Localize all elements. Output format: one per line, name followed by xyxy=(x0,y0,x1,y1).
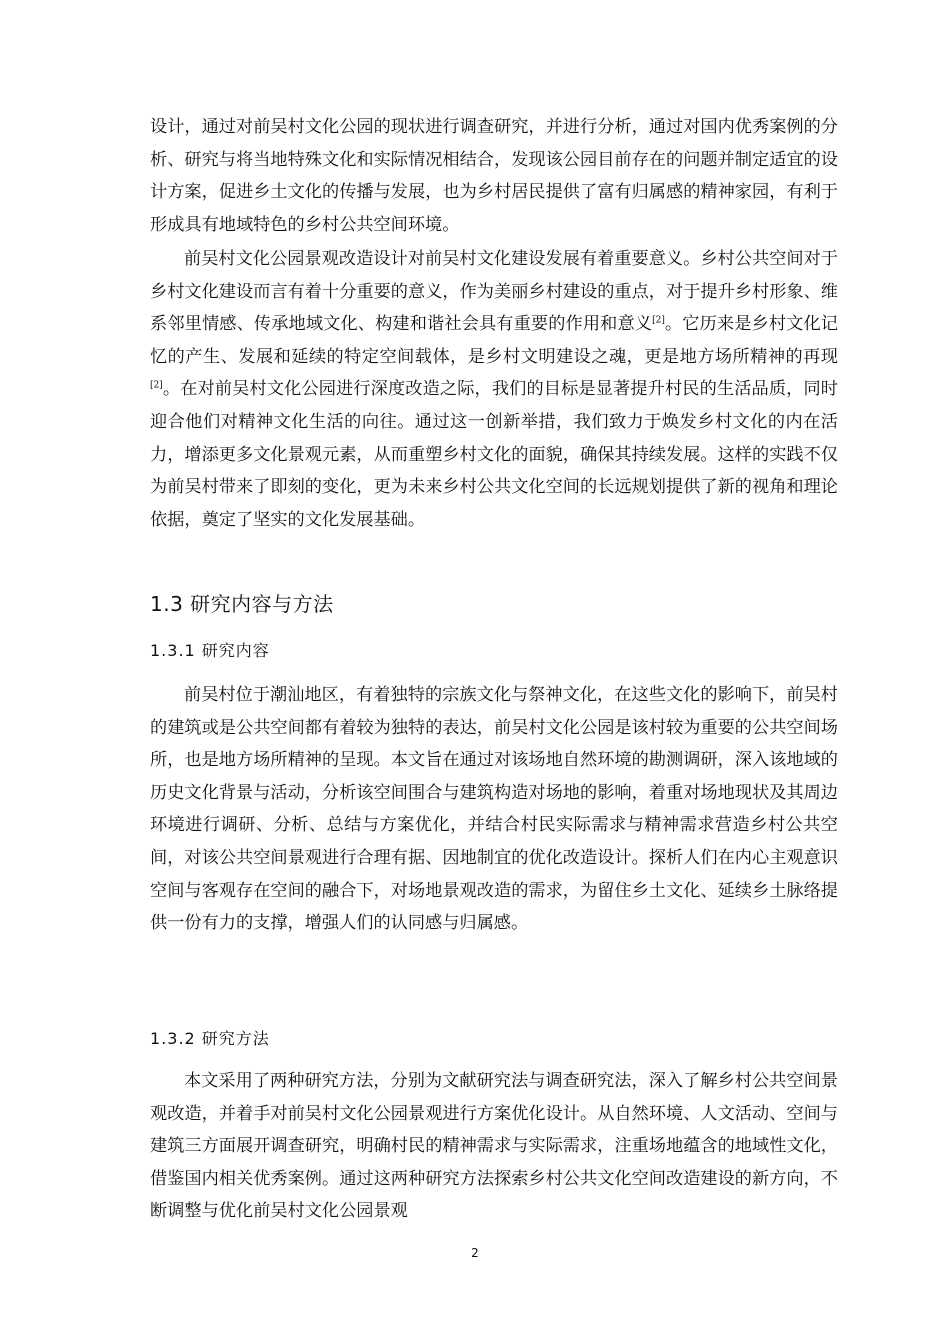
paragraph-text: 。它历来是乡村文化记忆的产生、发展和延续的特定空间载体，是乡村文明建设之魂，更是地方场所精神的再现 xyxy=(150,314,838,367)
subsection-heading-1-3-1: 1.3.1 研究内容 xyxy=(150,641,270,660)
citation: [2] xyxy=(150,380,163,391)
subsection-heading-1-3-2: 1.3.2 研究方法 xyxy=(150,1029,270,1048)
paragraph-text: 前吴村文化公园景观改造设计对前吴村文化建设发展有着重要意义。乡村公共空间对于乡村文化建设而言有着十分重要的意义，作为美丽乡村建设的重点，对于提升乡村形象、维系邻里情感、传承地域文化、构建和谐社会具有重要的作用和意义 xyxy=(150,249,838,335)
paragraph-significance xyxy=(150,243,838,536)
paragraph-research-method: 本文采用了两种研究方法，分别为文献研究法与调查研究法，深入了解乡村公共空间景观改造，并着手对前吴村文化公园景观进行方案优化设计。从自然环境、人文活动、空间与建筑三方面展开调查研究，明确村民的精神需求与实际需求，注重场地蕴含的地域性文化，借鉴国内相关优秀案例。通过这两种研究方法探索乡村公共文化空间改造建设的新方向，不断调整与优化前吴村文化公园景观 xyxy=(150,1071,838,1222)
paragraph-continuation: 设计，通过对前吴村文化公园的现状进行调查研究，并进行分析，通过对国内优秀案例的分析、研究与将当地特殊文化和实际情况相结合，发现该公园目前存在的问题并制定适宜的设计方案，促进乡土文化的传播与发展，也为乡村居民提供了富有归属感的精神家园，有利于形成具有地域特色的乡村公共空间环境。 xyxy=(150,117,838,235)
paragraph-research-content: 前吴村位于潮汕地区，有着独特的宗族文化与祭神文化，在这些文化的影响下，前吴村的建筑或是公共空间都有着较为独特的表达，前吴村文化公园是该村较为重要的公共空间场所，也是地方场所精神的呈现。本文旨在通过对该场地自然环境的勘测调研，深入该地域的历史文化背景与活动，分析该空间围合与建筑构造对场地的影响，着重对场地现状及其周边环境进行调研、分析、总结与方案优化，并结合村民实际需求与精神需求营造乡村公共空间，对该公共空间景观进行合理有据、因地制宜的优化改造设计。探析人们在内心主观意识空间与客观存在空间的融合下，对场地景观改造的需求，为留住乡土文化、延续乡土脉络提供一份有力的支撑，增强人们的认同感与归属感。 xyxy=(150,685,838,934)
page-number: 2 xyxy=(471,1246,479,1260)
paragraph-text: 。在对前吴村文化公园进行深度改造之际，我们的目标是显著提升村民的生活品质，同时迎合他们对精神文化生活的向往。通过这一创新举措，我们致力于焕发乡村文化的内在活力，增添更多文化景观元素，从而重塑乡村文化的面貌，确保其持续发展。这样的实践不仅为前吴村带来了即刻的变化，更为未来乡村公共文化空间的长远规划提供了新的视角和理论依据，奠定了坚实的文化发展基础。 xyxy=(150,379,838,530)
section-heading-1-3: 1.3 研究内容与方法 xyxy=(150,592,334,616)
citation: [2] xyxy=(652,315,665,326)
